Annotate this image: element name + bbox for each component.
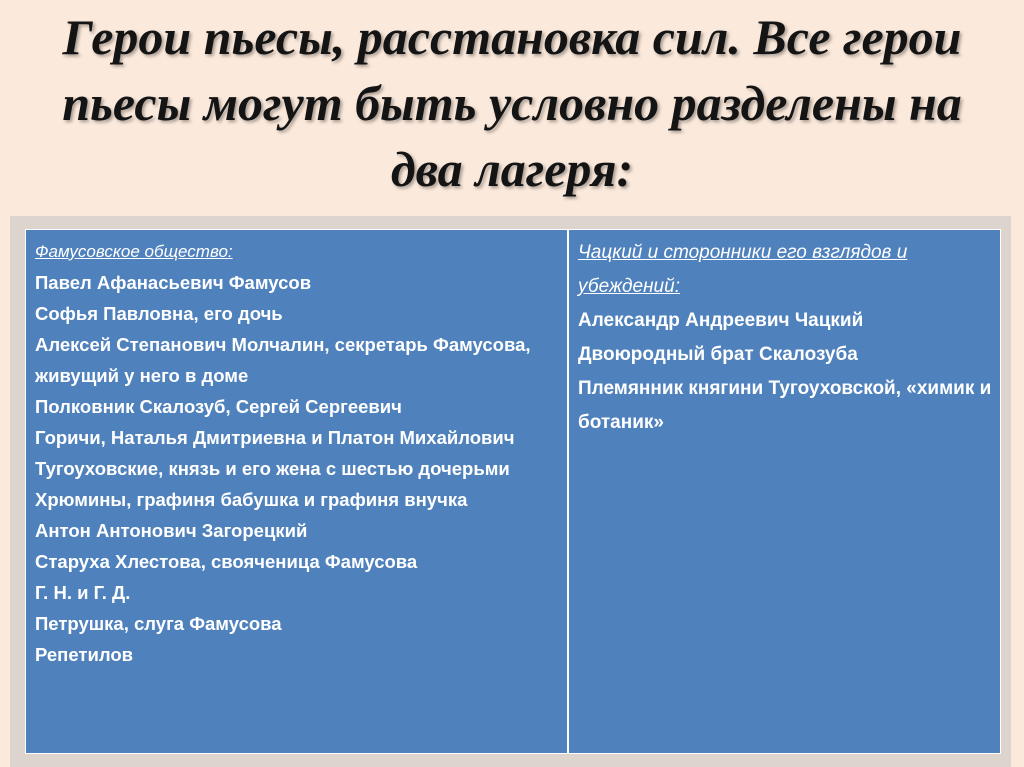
chatsky-supporters-column: [569, 230, 1000, 753]
list-item: Горичи, Наталья Дмитриевна и Платон Михайлович: [35, 427, 515, 448]
list-item: Софья Павловна, его дочь: [35, 303, 283, 324]
list-item: Двоюродный брат Скалозуба: [578, 344, 858, 365]
list-item: Павел Афанасьевич Фамусов: [35, 272, 312, 293]
list-item: Г. Н. и Г. Д.: [35, 582, 131, 603]
chatsky-supporters-list: [578, 304, 992, 440]
camps-table: [25, 229, 1001, 754]
list-item: Репетилов: [35, 644, 134, 665]
list-item: Александр Андреевич Чацкий: [578, 310, 864, 331]
famusov-society-list: [35, 267, 559, 670]
list-item: Хрюмины, графиня бабушка и графиня внучка: [35, 489, 468, 510]
list-item: Полковник Скалозуб, Сергей Сергеевич: [35, 396, 402, 417]
famusov-society-column: [26, 230, 569, 753]
list-item: Тугоуховские, князь и его жена с шестью дочерьми: [35, 458, 510, 479]
famusov-society-header: Фамусовское общество:: [35, 242, 233, 261]
list-item: Племянник княгини Тугоуховской, «химик и ботаник»: [578, 378, 992, 433]
list-item: Антон Антонович Загорецкий: [35, 520, 308, 541]
list-item: Петрушка, слуга Фамусова: [35, 613, 282, 634]
list-item: Алексей Степанович Молчалин, секретарь Фамусова, живущий у него в доме: [35, 334, 531, 386]
chatsky-supporters-header: Чацкий и сторонники его взглядов и убеждений:: [578, 242, 908, 297]
list-item: Старуха Хлестова, свояченица Фамусова: [35, 551, 418, 572]
slide-title: Герои пьесы, расстановка сил. Все герои пьесы могут быть условно разделены на два лагеря:: [62, 9, 962, 197]
